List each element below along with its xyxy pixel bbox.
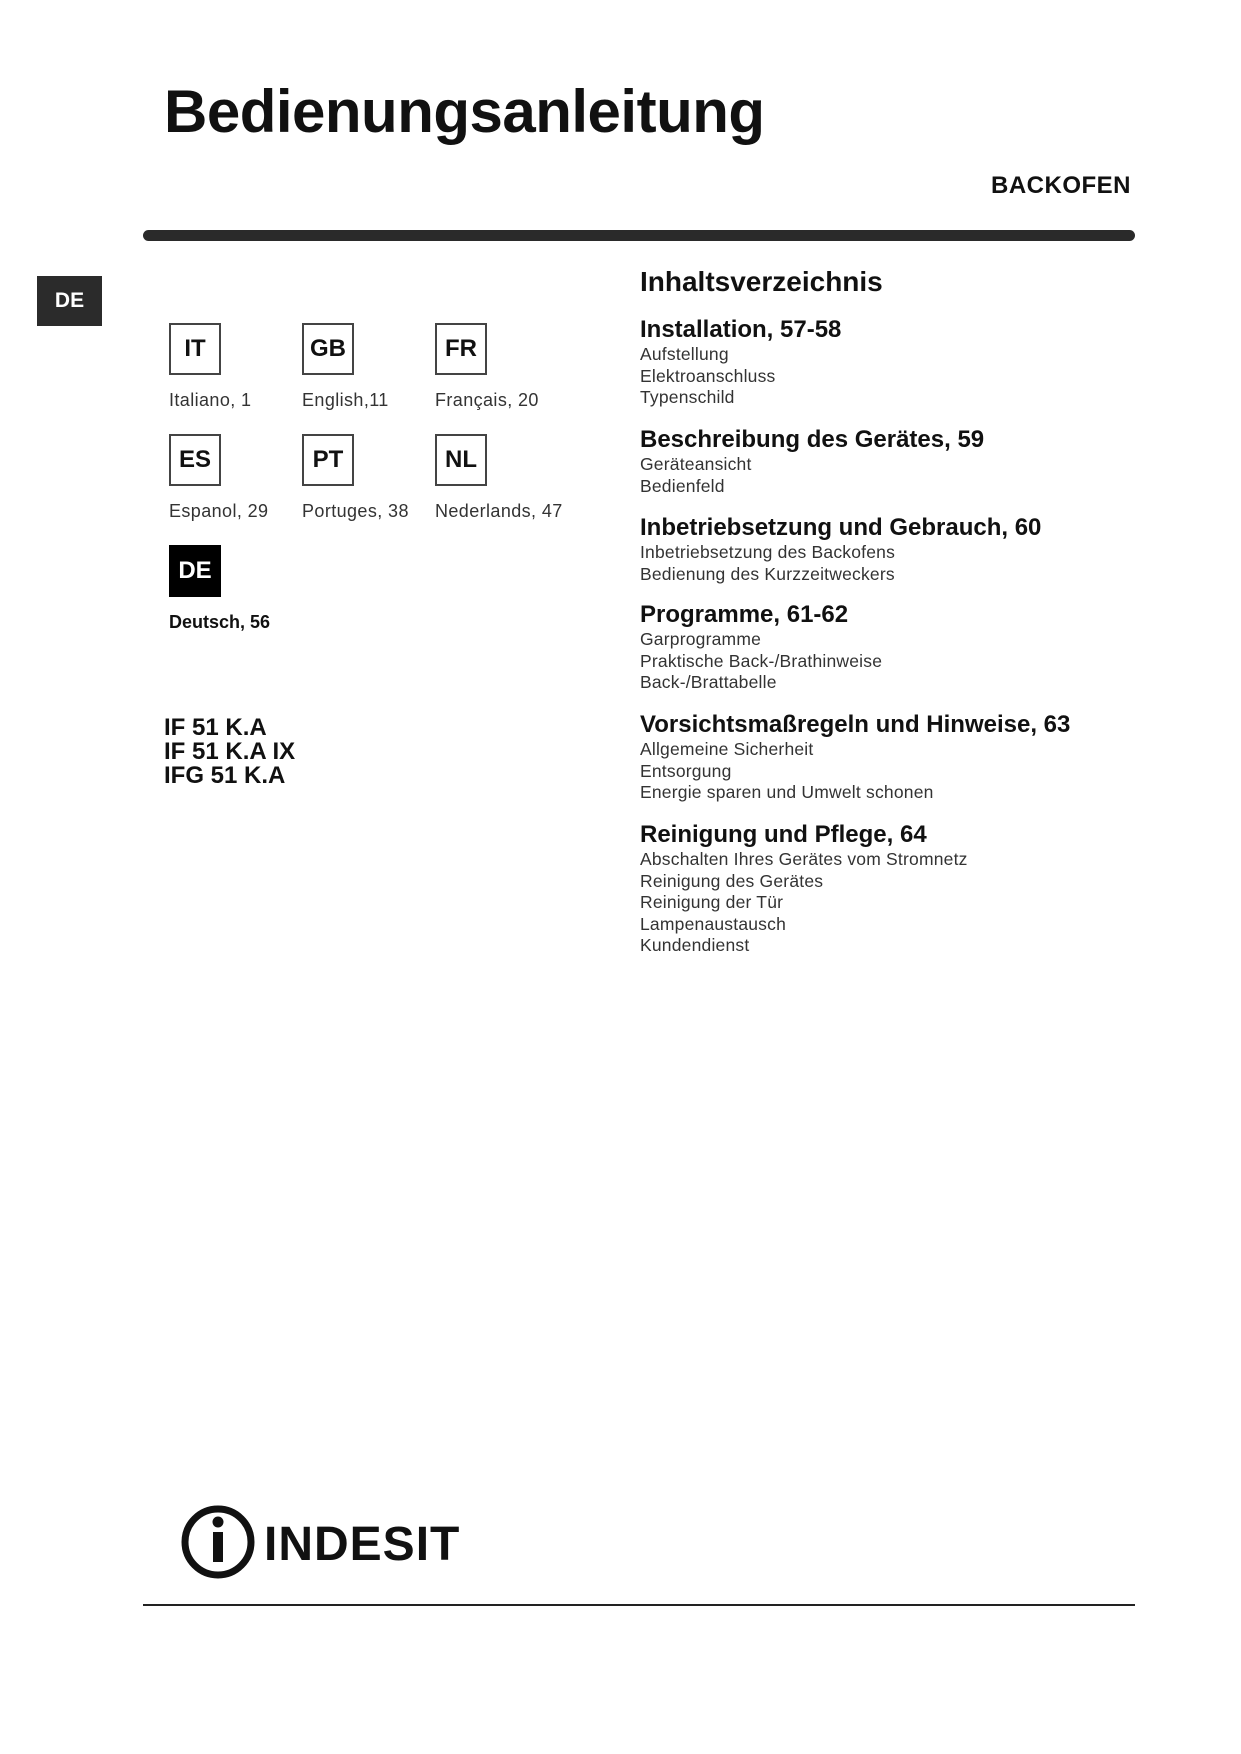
lang-caption-de: Deutsch, 56 xyxy=(169,612,271,632)
toc-item[interactable]: Bedienung des Kurzzeitweckers xyxy=(640,563,895,584)
toc-item[interactable]: Aufstellung xyxy=(640,344,729,364)
lang-caption-it: Italiano, 1 xyxy=(169,390,252,410)
page-title: Bedienungsanleitung xyxy=(164,78,765,145)
toc-section-title[interactable]: Reinigung und Pflege, 64 xyxy=(640,821,927,848)
footer-divider xyxy=(143,1604,1135,1606)
toc-item[interactable]: Geräteansicht xyxy=(640,454,752,474)
lang-caption-fr: Français, 20 xyxy=(435,390,539,410)
toc-item[interactable]: Inbetriebsetzung des Backofens xyxy=(640,542,896,562)
lang-caption-gb: English,11 xyxy=(302,390,389,410)
toc-item[interactable]: Kundendienst xyxy=(640,935,750,955)
header-divider xyxy=(143,230,1135,241)
lang-box-it[interactable]: IT xyxy=(169,323,221,375)
toc-item[interactable]: Allgemeine Sicherheit xyxy=(640,739,814,759)
toc-heading: Inhaltsverzeichnis xyxy=(640,266,883,297)
toc-section-title[interactable]: Inbetriebsetzung und Gebrauch, 60 xyxy=(640,514,1042,541)
toc-item[interactable]: Reinigung des Gerätes xyxy=(640,870,824,891)
toc-section-title[interactable]: Vorsichtsmaßregeln und Hinweise, 63 xyxy=(640,711,1071,738)
toc-section-title[interactable]: Installation, 57-58 xyxy=(640,316,842,343)
toc-section-cleaning xyxy=(640,821,1140,957)
toc-item[interactable]: Garprogramme xyxy=(640,629,762,649)
product-type: BACKOFEN xyxy=(991,172,1131,199)
toc-section-programs xyxy=(640,601,1140,694)
toc-section-precautions xyxy=(640,711,1140,804)
toc-section-installation xyxy=(640,316,1140,409)
toc-item[interactable]: Reinigung der Tür xyxy=(640,892,784,912)
toc-item[interactable]: Abschalten Ihres Gerätes vom Stromnetz xyxy=(640,849,968,869)
lang-box-gb[interactable]: GB xyxy=(302,323,354,375)
model-number: IF 51 K.A IX xyxy=(164,738,296,765)
lang-caption-es: Espanol, 29 xyxy=(169,501,269,521)
model-number: IFG 51 K.A xyxy=(164,762,286,789)
indesit-logo xyxy=(180,1500,480,1584)
toc-item[interactable]: Entsorgung xyxy=(640,760,732,781)
lang-box-es[interactable]: ES xyxy=(169,434,221,486)
toc-item[interactable]: Elektroanschluss xyxy=(640,365,776,386)
lang-box-de[interactable]: DE xyxy=(169,545,221,597)
model-number: IF 51 K.A xyxy=(164,714,267,741)
toc-section-startup xyxy=(640,514,1140,585)
toc-item[interactable]: Typenschild xyxy=(640,387,735,407)
toc-item[interactable]: Bedienfeld xyxy=(640,475,725,496)
lang-box-nl[interactable]: NL xyxy=(435,434,487,486)
lang-box-pt[interactable]: PT xyxy=(302,434,354,486)
toc-section-description xyxy=(640,426,1140,497)
toc-section-title[interactable]: Beschreibung des Gerätes, 59 xyxy=(640,426,985,453)
toc-item[interactable]: Back-/Brattabelle xyxy=(640,672,777,692)
indesit-logo-icon xyxy=(180,1500,480,1584)
toc-section-title[interactable]: Programme, 61-62 xyxy=(640,601,849,628)
lang-box-fr[interactable]: FR xyxy=(435,323,487,375)
lang-caption-pt: Portuges, 38 xyxy=(302,501,409,521)
toc-item[interactable]: Praktische Back-/Brathinweise xyxy=(640,650,883,671)
lang-caption-nl: Nederlands, 47 xyxy=(435,501,563,521)
toc-item[interactable]: Lampenaustausch xyxy=(640,913,787,934)
brand-name: INDESIT xyxy=(264,1518,461,1571)
toc-item[interactable]: Energie sparen und Umwelt schonen xyxy=(640,782,934,802)
language-side-tab: DE xyxy=(37,276,102,326)
